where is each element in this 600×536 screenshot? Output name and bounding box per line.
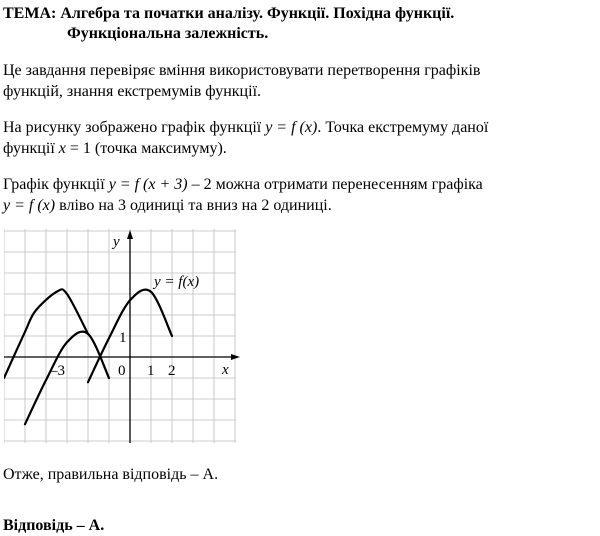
figure-function: y = f (x) [265,119,318,136]
x-axis-arrow-icon [231,354,240,360]
intro-line2: функцій, знання екстремумів функції. [3,83,262,100]
shift-paragraph [3,174,483,216]
shift-text-a: Графік функції [3,176,109,193]
topic-header [3,4,454,44]
figure-text-c: функції [3,140,59,157]
tick-label-1: 1 [147,363,155,379]
shift-function: y = f (x) [3,197,56,214]
topic-line1: Алгебра та початки аналізу. Функції. Похідна функції. [60,5,455,22]
function-graph [4,229,240,445]
tick-label-neg3: –3 [50,363,65,379]
tick-label-2: 2 [168,363,176,379]
figure-text-d: = 1 (точка максимуму). [65,140,227,157]
figure-text-a: На рисунку зображено графік функції [3,119,266,136]
topic-line2: Функціональна залежність. [67,25,269,42]
tick-label-y1: 1 [119,330,127,346]
curve-label: y = f(x) [154,274,200,290]
topic-label: ТЕМА: [3,5,57,22]
x-axis-label: x [222,362,229,378]
answer-text: Відповідь – А. [3,517,105,534]
shift-text-b: – 2 можна отримати перенесенням графіка [187,176,483,193]
figure-x: x [58,140,66,157]
tick-label-0: 0 [118,363,126,379]
figure-paragraph [3,117,488,159]
shift-text-c: вліво на 3 одиниці та вниз на 2 одиниці. [55,197,332,214]
shift-formula: y = f (x + 3) [108,176,188,193]
y-axis-label: y [113,234,120,250]
figure-text-b: . Точка екстремуму даної [317,119,489,136]
conclusion-text: Отже, правильна відповідь – А. [3,466,219,483]
intro-line1: Це завдання перевіряє вміння використовувати перетворення графіків [3,62,481,79]
intro-paragraph [3,60,480,102]
